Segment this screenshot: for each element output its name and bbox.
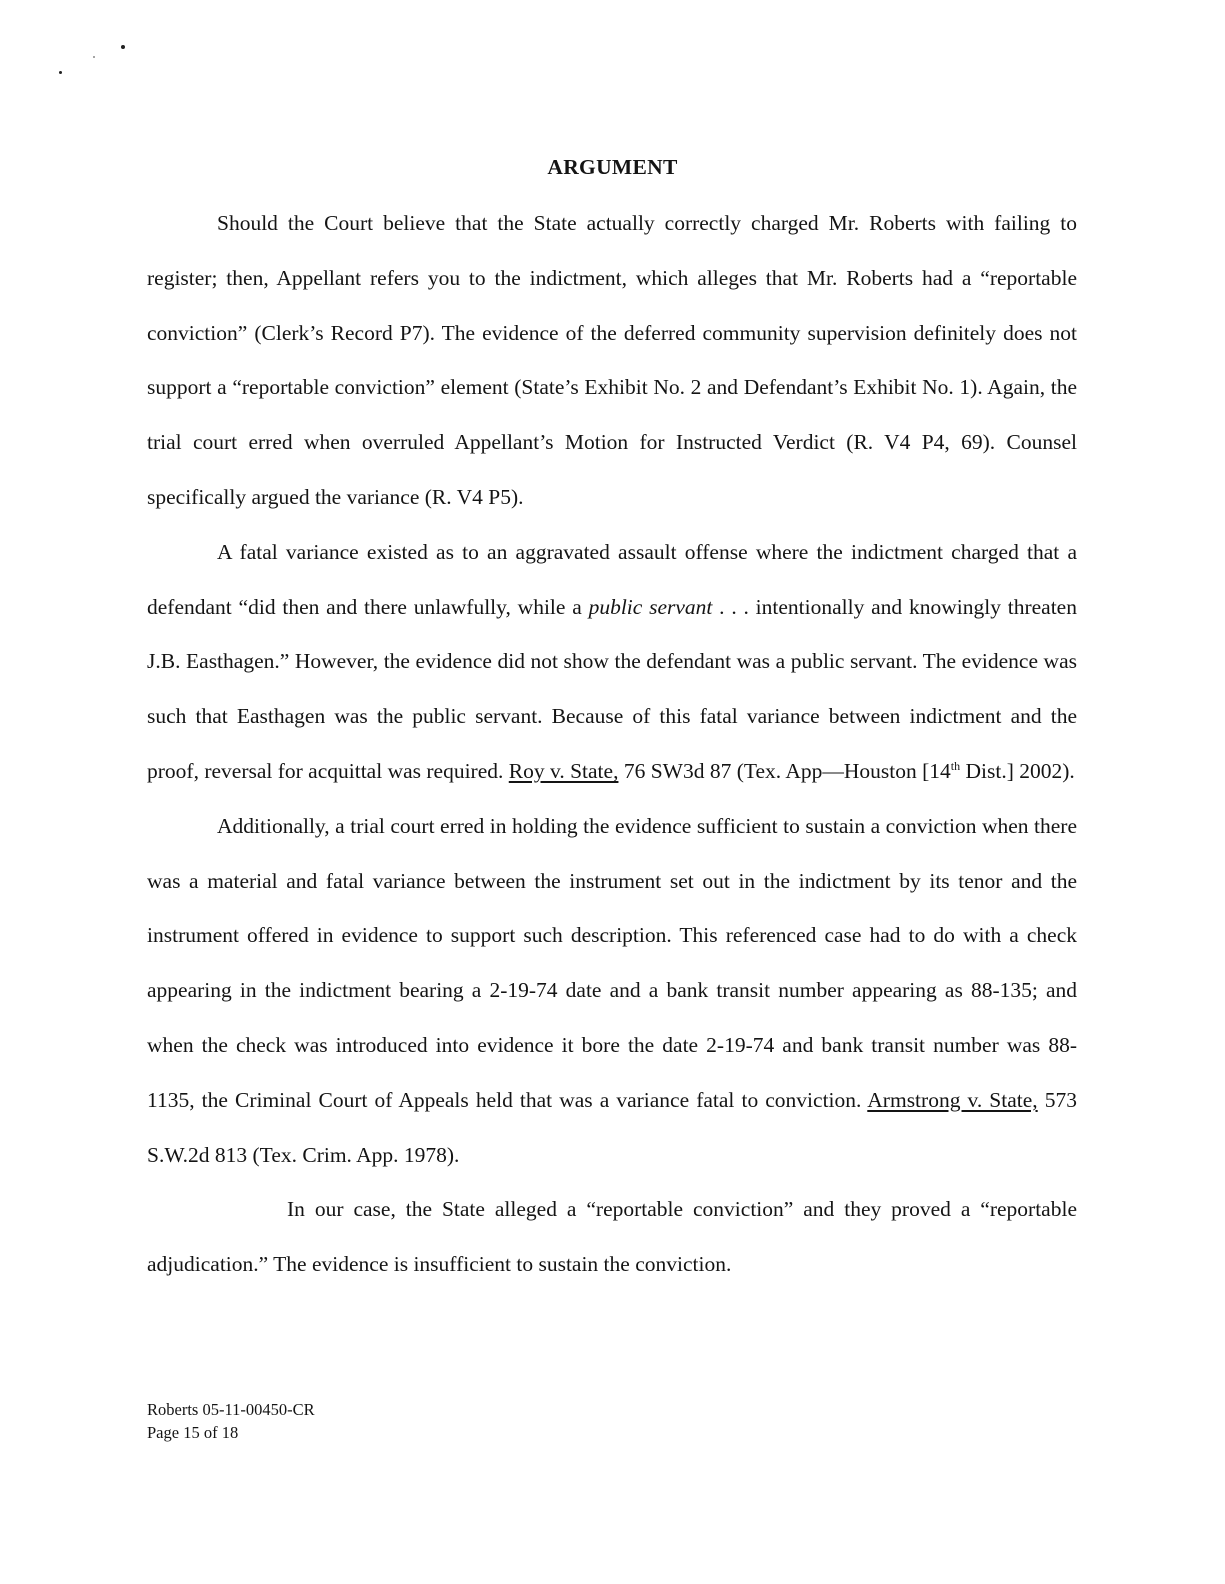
argument-body [147, 196, 1077, 1292]
paragraph-2-text-d: Dist.] 2002). [960, 758, 1075, 783]
paragraph-2-text-b: . . . intentionally and knowingly threaten J.B. Easthagen.” However, the evidence did not show the defendant was a public servant. The evidence was such that Easthagen was the public servant. Because of this fatal variance between indictment and the proof, reversal for acquittal was required. [147, 594, 1077, 783]
scan-speck [59, 71, 62, 74]
case-citation-armstrong: Armstrong v. State, [867, 1087, 1038, 1112]
scan-speck [121, 45, 125, 49]
paragraph-4: In our case, the State alleged a “reportable conviction” and they proved a “reportable adjudication.” The evidence is insufficient to sustain the conviction. [147, 1197, 1077, 1277]
paragraph-3 [147, 799, 1077, 1183]
case-citation-roy: Roy v. State, [508, 758, 619, 783]
page-heading: ARGUMENT [547, 155, 678, 179]
paragraph-3-text-b: 573 S.W.2d 813 (Tex. Crim. App. 1978). [147, 1087, 1077, 1167]
paragraph-2 [147, 525, 1077, 799]
page-footer [147, 1398, 315, 1444]
paragraph-2-text-a: A fatal variance existed as to an aggravated assault offense where the indictment charged that a defendant “did then and there unlawfully, while a [147, 539, 1077, 619]
paragraph-2-text-c: 76 SW3d 87 (Tex. App—Houston [14 [618, 758, 951, 783]
paragraph-1: Should the Court believe that the State actually correctly charged Mr. Roberts with failing to register; then, Appellant refers you to the indictment, which alleges that Mr. Roberts had a “reportable conviction” (Clerk’s Record P7). The evidence of the deferred community supervision definitely does not support a “reportable conviction” element (State’s Exhibit No. 2 and Defendant’s Exhibit No. 1). Again, the trial court erred when overruled Appellant’s Motion for Instructed Verdict (R. V4 P4, 69). Counsel specifically argued the variance (R. V4 P5). [147, 211, 1077, 509]
ordinal-superscript: th [950, 758, 961, 773]
paragraph-3-text-a: Additionally, a trial court erred in holding the evidence sufficient to sustain a conviction when there was a material and fatal variance between the instrument set out in the indictment by its tenor and the instrument offered in evidence to support such description. This referenced case had to do with a check appearing in the indictment bearing a 2-19-74 date and a bank transit number appearing as 88-135; and when the check was introduced into evidence it bore the date 2-19-74 and bank transit number was 88-1135, the Criminal Court of Appeals held that was a variance fatal to conviction. [147, 813, 1077, 1112]
scan-speck [93, 56, 95, 58]
footer-page-number: Page 15 of 18 [147, 1423, 239, 1442]
emphasis-public-servant: public servant [588, 594, 713, 619]
footer-case-number: Roberts 05-11-00450-CR [147, 1400, 315, 1419]
